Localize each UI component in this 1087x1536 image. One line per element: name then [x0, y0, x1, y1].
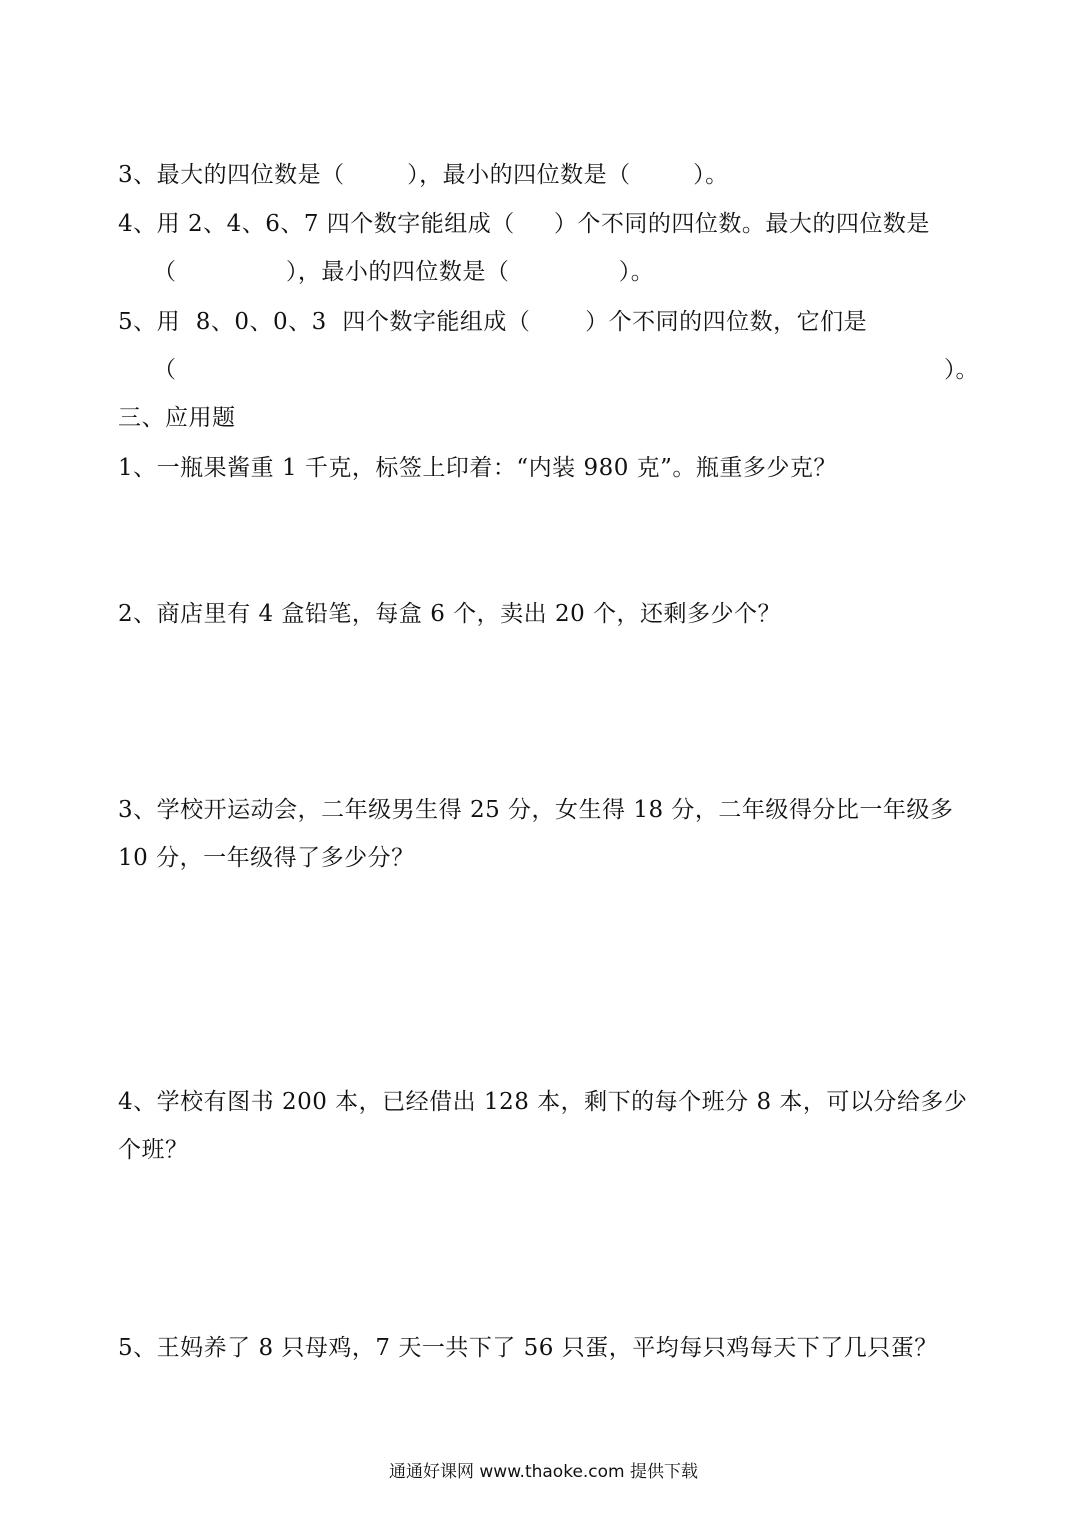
problem-5: 5、王妈养了 8 只母鸡，7 天一共下了 56 只蛋，平均每只鸡每天下了几只蛋？ [118, 1335, 938, 1361]
problem-2: 2、商店里有 4 盒铅笔，每盒 6 个，卖出 20 个，还剩多少个？ [118, 601, 782, 627]
problem-1: 1、一瓶果酱重 1 千克，标签上印着：“内装 980 克”。瓶重多少克？ [118, 455, 837, 481]
fill-blank-q4-line2: （ ），最小的四位数是（ ）。 [153, 259, 655, 285]
problem-3-line2: 10 分，一年级得了多少分？ [118, 845, 415, 871]
fill-blank-q5-line1: 5、用 8、0、0、3 四个数字能组成（ ）个不同的四位数，它们是 [118, 309, 868, 335]
problem-4-line1: 4、学校有图书 200 本，已经借出 128 本，剩下的每个班分 8 本，可以分给多少 [118, 1089, 968, 1115]
footer-credit: 通通好课网 www.thaoke.com 提供下载 [388, 1462, 699, 1482]
problem-3-line1: 3、学校开运动会，二年级男生得 25 分，女生得 18 分，二年级得分比一年级多 [118, 797, 954, 823]
section-title: 三、应用题 [118, 405, 236, 431]
fill-blank-q4-line1: 4、用 2、4、6、7 四个数字能组成（ ）个不同的四位数。最大的四位数是 [118, 211, 930, 237]
fill-blank-q5-line2-open: （ [153, 357, 177, 383]
problem-4-line2: 个班？ [118, 1137, 189, 1163]
fill-blank-q3: 3、最大的四位数是（ ），最小的四位数是（ ）。 [118, 162, 729, 188]
fill-blank-q5-line2-close: ）。 [944, 357, 979, 383]
